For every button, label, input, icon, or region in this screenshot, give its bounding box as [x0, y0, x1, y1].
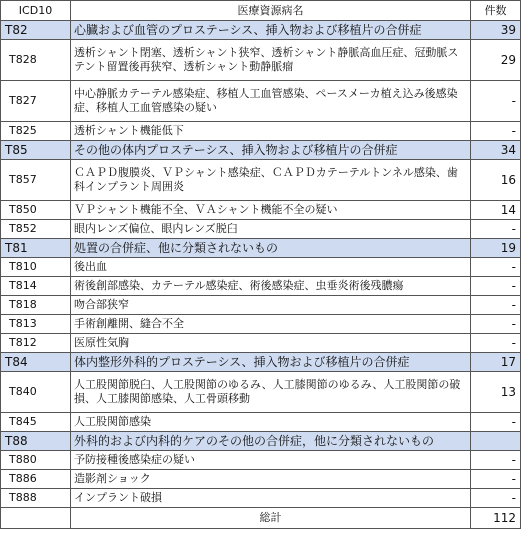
- disease-name-cell: 人工股関節感染: [71, 413, 471, 432]
- table-body: [1, 21, 521, 508]
- icd-code-cell: T818: [1, 296, 71, 315]
- table-row: [1, 489, 521, 508]
- count-cell: -: [471, 296, 521, 315]
- icd-code-cell: T850: [1, 201, 71, 220]
- disease-name-cell: 術後創部感染、カテーテル感染症、術後感染症、虫垂炎術後残膿瘍: [71, 277, 471, 296]
- icd-code-cell: T825: [1, 122, 71, 141]
- total-spacer: [1, 508, 71, 529]
- disease-name-cell: ＣＡＰＤ腹膜炎、ＶＰシャント感染症、ＣＡＰＤカテーテルトンネル感染、歯科インプラント周囲炎: [71, 160, 471, 201]
- table-row: [1, 160, 521, 201]
- disease-name-cell: 吻合部狭窄: [71, 296, 471, 315]
- group-row: [1, 432, 521, 451]
- icd-code-cell: T812: [1, 334, 71, 353]
- count-cell: -: [471, 489, 521, 508]
- total-label: 総計: [71, 508, 471, 529]
- icd-code-cell: T88: [1, 432, 71, 451]
- count-cell: -: [471, 81, 521, 122]
- count-cell: -: [471, 334, 521, 353]
- table-row: [1, 413, 521, 432]
- icd-code-cell: T886: [1, 470, 71, 489]
- disease-name-cell: 造影剤ショック: [71, 470, 471, 489]
- table-row: [1, 81, 521, 122]
- icd-code-cell: T84: [1, 353, 71, 372]
- icd-code-cell: T888: [1, 489, 71, 508]
- icd-code-cell: T81: [1, 239, 71, 258]
- count-cell: 29: [471, 40, 521, 81]
- count-cell: -: [471, 315, 521, 334]
- icd-code-cell: T845: [1, 413, 71, 432]
- group-row: [1, 239, 521, 258]
- icd-code-cell: T810: [1, 258, 71, 277]
- count-cell: 14: [471, 201, 521, 220]
- count-cell: [471, 432, 521, 451]
- count-cell: -: [471, 413, 521, 432]
- disease-name-cell: 眼内レンズ偏位、眼内レンズ脱臼: [71, 220, 471, 239]
- icd-code-cell: T852: [1, 220, 71, 239]
- table-row: [1, 201, 521, 220]
- icd-code-cell: T828: [1, 40, 71, 81]
- group-row: [1, 141, 521, 160]
- table-row: [1, 40, 521, 81]
- disease-name-cell: 予防接種後感染症の疑い: [71, 451, 471, 470]
- icd-code-cell: T85: [1, 141, 71, 160]
- table-row: [1, 315, 521, 334]
- icd-code-cell: T814: [1, 277, 71, 296]
- header-icd10: ICD10: [1, 1, 71, 21]
- count-cell: 17: [471, 353, 521, 372]
- count-cell: -: [471, 122, 521, 141]
- disease-name-cell: 医原性気胸: [71, 334, 471, 353]
- table-row: [1, 122, 521, 141]
- table-row: [1, 277, 521, 296]
- table-row: [1, 372, 521, 413]
- disease-name-cell: 手術創離開、縫合不全: [71, 315, 471, 334]
- table-row: [1, 220, 521, 239]
- total-count: 112: [471, 508, 521, 529]
- count-cell: -: [471, 277, 521, 296]
- disease-name-cell: 心臓および血管のプロステーシス、挿入物および移植片の合併症: [71, 21, 471, 40]
- disease-name-cell: 外科的および内科的ケアのその他の合併症，他に分類されないもの: [71, 432, 471, 451]
- header-disease-name: 医療資源病名: [71, 1, 471, 21]
- count-cell: 19: [471, 239, 521, 258]
- header-count: 件数: [471, 1, 521, 21]
- table-row: [1, 258, 521, 277]
- disease-name-cell: 後出血: [71, 258, 471, 277]
- total-row: [1, 508, 521, 529]
- header-row: [1, 1, 521, 21]
- count-cell: -: [471, 220, 521, 239]
- disease-name-cell: 透析シャント機能低下: [71, 122, 471, 141]
- count-cell: 13: [471, 372, 521, 413]
- disease-name-cell: 体内整形外科的プロステーシス、挿入物および移植片の合併症: [71, 353, 471, 372]
- table-row: [1, 470, 521, 489]
- table-row: [1, 296, 521, 315]
- icd-code-cell: T82: [1, 21, 71, 40]
- disease-name-cell: インプラント破損: [71, 489, 471, 508]
- group-row: [1, 353, 521, 372]
- disease-name-cell: 処置の合併症、他に分類されないもの: [71, 239, 471, 258]
- disease-name-cell: ＶＰシャント機能不全、ＶＡシャント機能不全の疑い: [71, 201, 471, 220]
- count-cell: 39: [471, 21, 521, 40]
- disease-name-cell: その他の体内プロステーシス、挿入物および移植片の合併症: [71, 141, 471, 160]
- count-cell: 34: [471, 141, 521, 160]
- icd-code-cell: T857: [1, 160, 71, 201]
- disease-name-cell: 透析シャント閉塞、透析シャント狭窄、透析シャント静脈高血圧症、冠動脈ステント留置後再狭窄、透析シャント動静脈瘤: [71, 40, 471, 81]
- count-cell: -: [471, 258, 521, 277]
- disease-name-cell: 中心静脈カテーテル感染症、移植人工血管感染、ペースメーカ植え込み後感染症、移植人工血管感染の疑い: [71, 81, 471, 122]
- icd-code-cell: T880: [1, 451, 71, 470]
- table-row: [1, 451, 521, 470]
- icd-code-cell: T840: [1, 372, 71, 413]
- icd-code-cell: T827: [1, 81, 71, 122]
- disease-name-cell: 人工股関節脱臼、人工股関節のゆるみ、人工膝関節のゆるみ、人工股関節の破損、人工膝関節感染、人工骨頭移動: [71, 372, 471, 413]
- count-cell: -: [471, 451, 521, 470]
- icd-code-cell: T813: [1, 315, 71, 334]
- table-row: [1, 334, 521, 353]
- count-cell: -: [471, 470, 521, 489]
- count-cell: 16: [471, 160, 521, 201]
- group-row: [1, 21, 521, 40]
